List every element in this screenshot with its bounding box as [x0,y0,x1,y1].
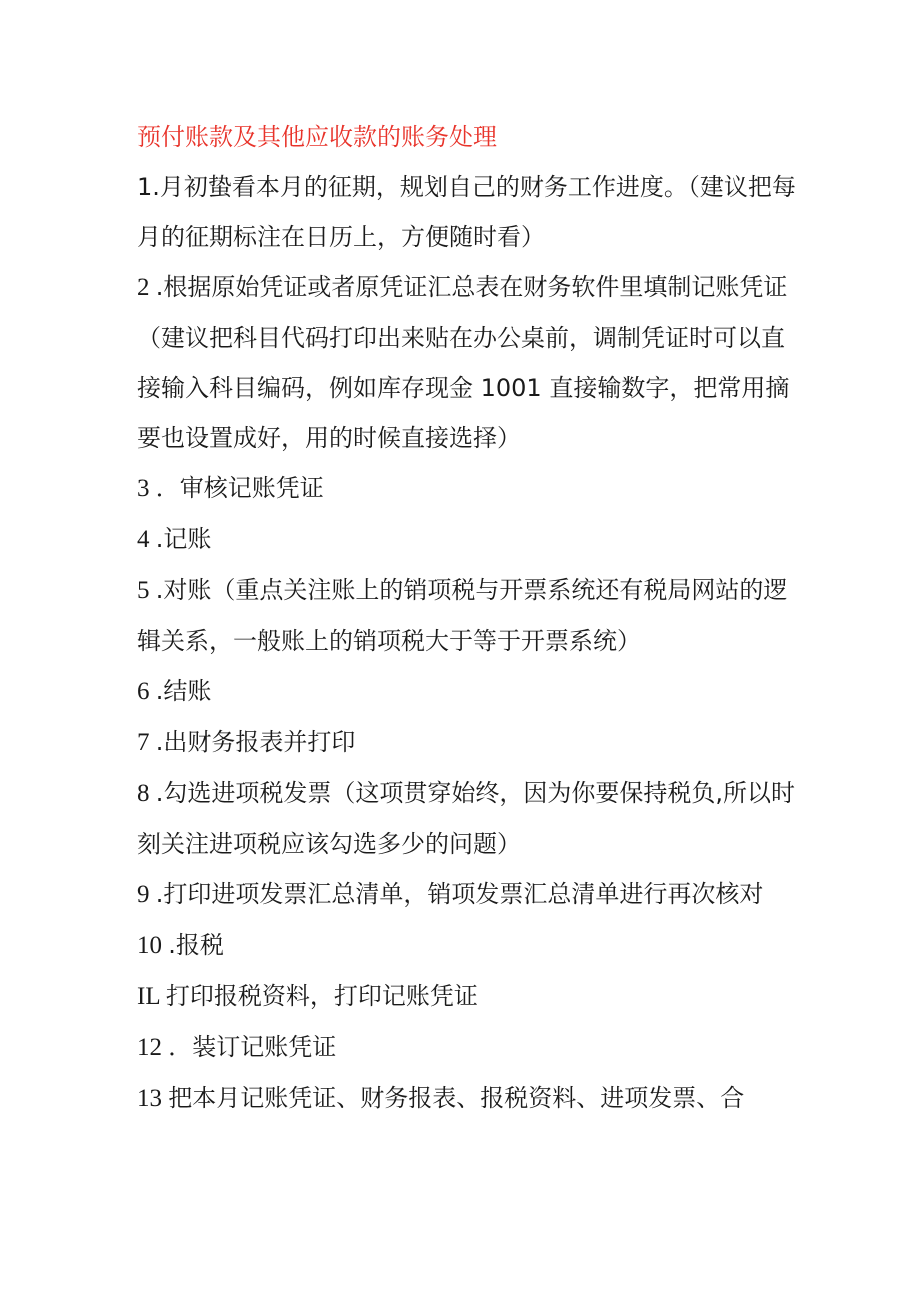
list-item [137,1073,797,1124]
item-text: 把本月记账凭证、财务报表、报税资料、进项发票、合 [168,1084,745,1112]
item-number: IL [137,983,166,1010]
item-text: .记账 [155,525,212,553]
item-text: .勾选进项税发票（这项贯穿始终，因为你要保持税负,所以时刻关注进项税应该勾选多少的问题） [137,779,796,858]
item-text: ．装订记账凭证 [168,1033,337,1061]
list-item [137,565,797,666]
list-item [137,717,797,768]
list-item [137,971,797,1022]
item-number: 1 [137,173,153,201]
item-text: .结账 [155,677,212,705]
item-number: 8 [137,780,156,807]
item-number: 6 [137,678,156,705]
item-text: .打印进项发票汇总清单，销项发票汇总清单进行再次核对 [155,880,764,908]
list-item [137,262,797,463]
item-text: .对账（重点关注账上的销项税与开票系统还有税局网站的逻辑关系，一般账上的销项税大于等于开票系统） [137,576,788,655]
item-number: 13 [137,1085,169,1112]
list-item [137,1022,797,1073]
document-body [137,112,797,1124]
list-item [137,869,797,920]
list-item [137,666,797,717]
list-item [137,162,797,262]
item-number: 9 [137,881,156,908]
list-item [137,920,797,971]
list-item [137,514,797,565]
item-text: ．审核记账凭证 [155,474,324,502]
item-text: .报税 [168,931,224,959]
item-number: 4 [137,526,156,553]
item-text: .出财务报表并打印 [155,728,356,756]
item-text: .根据原始凭证或者原凭证汇总表在财务软件里填制记账凭证（建议把科目代码打印出来贴在办公桌前，调制凭证时可以直接输入科目编码，例如库存现金 1001 直接输数字，把常用摘要也设置成好，用的时候直接选择） [137,273,790,452]
item-number: 2 [137,274,156,301]
item-number: 7 [137,729,156,756]
item-number: 3 [137,475,156,502]
list-item [137,768,797,869]
item-text: .月初蛰看本月的征期，规划自己的财务工作进度。（建议把每月的征期标注在日历上，方便随时看） [137,173,796,251]
document-title: 预付账款及其他应收款的账务处理 [137,123,497,151]
item-number: 5 [137,577,156,604]
item-number: 10 [137,932,169,959]
item-number: 12 [137,1034,169,1061]
item-text: 打印报税资料，打印记账凭证 [165,982,478,1010]
list-item [137,463,797,514]
